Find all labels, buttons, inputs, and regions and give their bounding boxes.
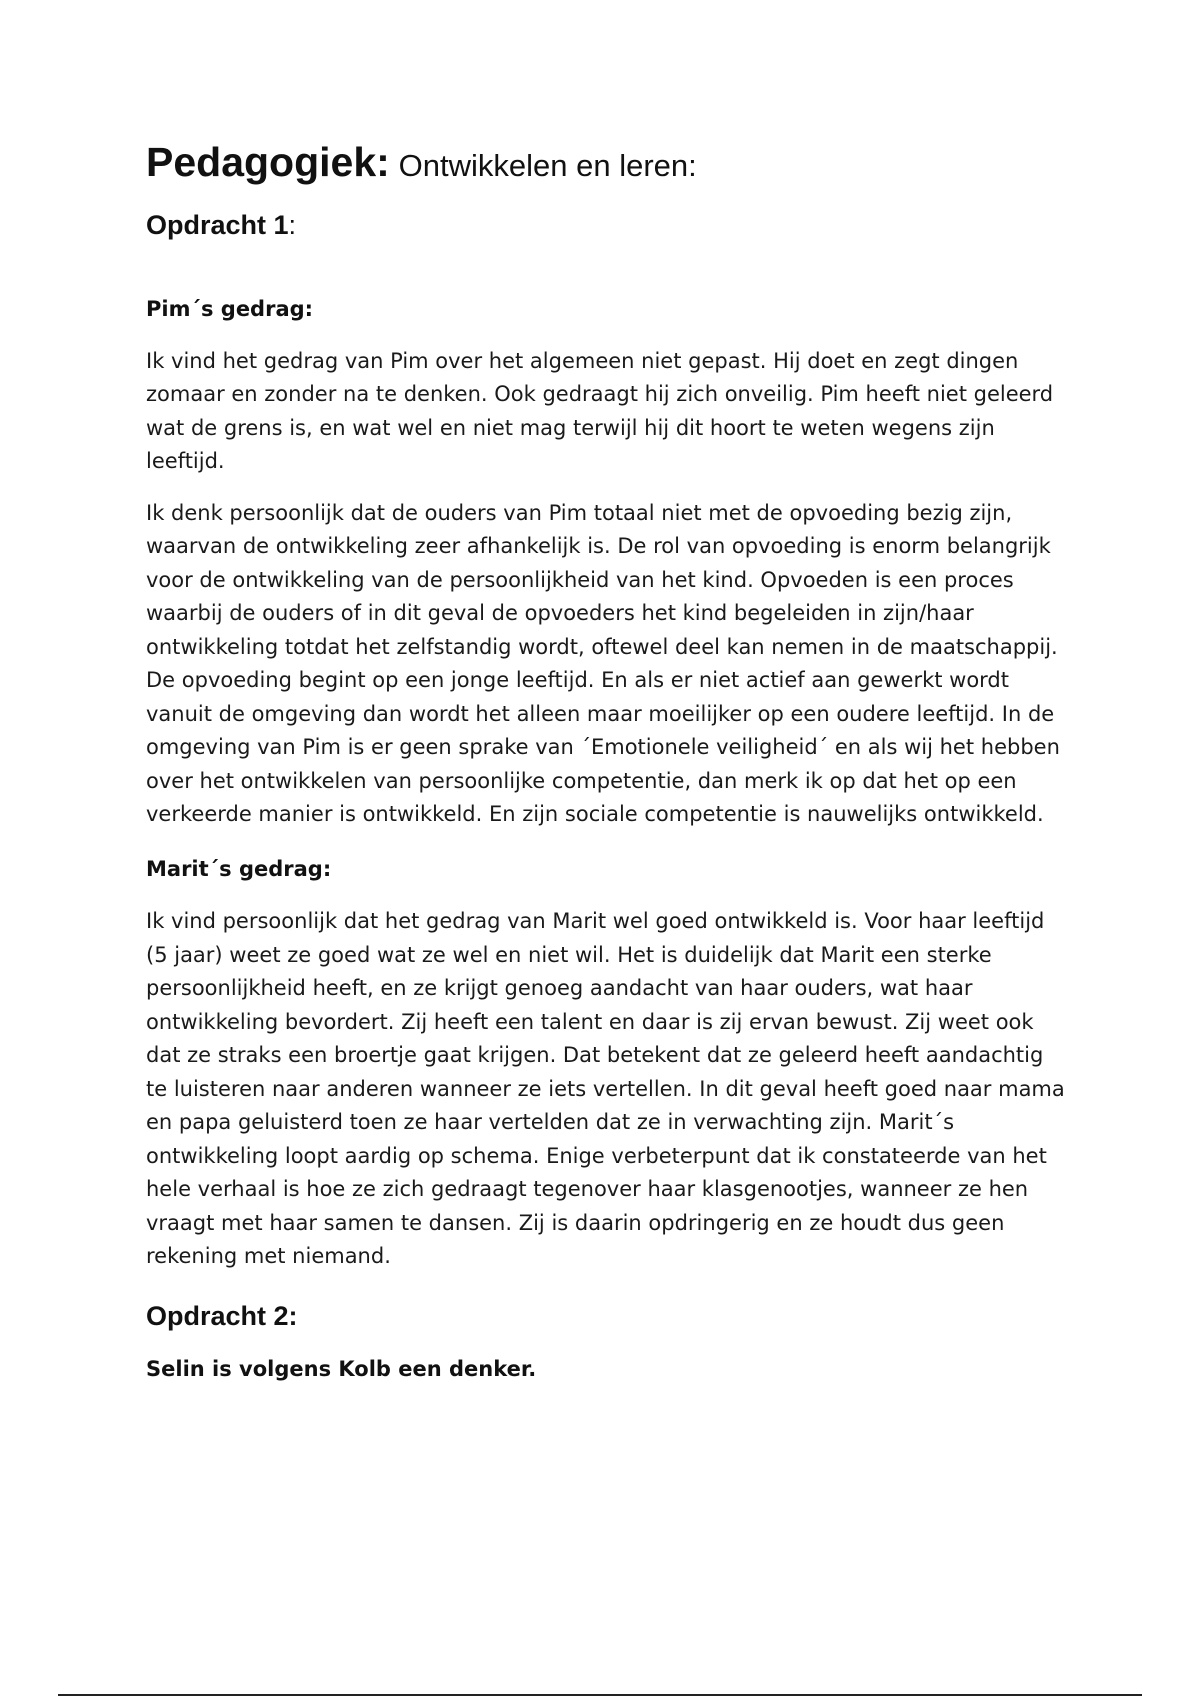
document-page bbox=[146, 138, 1066, 1383]
bottom-divider bbox=[58, 1694, 1142, 1696]
selin-kolb-statement: Selin is volgens Kolb een denker. bbox=[146, 1357, 537, 1382]
page-title bbox=[146, 138, 1066, 187]
opdracht-1-heading bbox=[146, 209, 1066, 241]
opdracht-2-heading: Opdracht 2: bbox=[146, 1300, 298, 1331]
title-subtitle: Ontwikkelen en leren: bbox=[398, 148, 697, 183]
marit-paragraph: Ik vind persoonlijk dat het gedrag van Marit wel goed ontwikkeld is. Voor haar leeftijd (5 jaar) weet ze goed wat ze wel en niet wil. Het is duidelijk dat Marit een sterke persoonlijkheid heeft, en ze krijgt genoeg aandacht van haar ouders, wat haar ontwikkeling bevordert. Zij heeft een talent en daar is zij ervan bewust. Zij weet ook dat ze straks een broertje gaat krijgen. Dat betekent dat ze geleerd heeft aandachtig te luisteren naar anderen wanneer ze iets vertellen. In dit geval heeft goed naar mama en papa geluisterd toen ze haar vertelden dat ze in verwachting zijn. Marit´s ontwikkeling loopt aardig op schema. Enige verbeterpunt dat ik constateerde van het hele verhaal is hoe ze zich gedraagt tegenover haar klasgenootjes, wanneer ze hen vraagt met haar samen te dansen. Zij is daarin opdringerig en ze houdt dus geen rekening met niemand. bbox=[146, 909, 1065, 1269]
pim-heading: Pim´s gedrag: bbox=[146, 296, 314, 321]
opdracht-1-label: Opdracht 1 bbox=[146, 210, 289, 241]
title-bold: Pedagogiek: bbox=[146, 139, 390, 185]
pim-paragraph-2: Ik denk persoonlijk dat de ouders van Pim totaal niet met de opvoeding bezig zijn, waarvan de ontwikkeling zeer afhankelijk is. De rol van opvoeding is enorm belangrijk voor de ontwikkeling van de persoonlijkheid van het kind. Opvoeden is een proces waarbij de ouders of in dit geval de opvoeders het kind begeleiden in zijn/haar ontwikkeling totdat het zelfstandig wordt, oftewel deel kan nemen in de maatschappij. De opvoeding begint op een jonge leeftijd. En als er niet actief aan gewerkt wordt vanuit de omgeving dan wordt het alleen maar moeilijker op een oudere leeftijd. In de omgeving van Pim is er geen sprake van ´Emotionele veiligheid´ en als wij het hebben over het ontwikkelen van persoonlijke competentie, dan merk ik op dat het op een verkeerde manier is ontwikkeld. En zijn sociale competentie is nauwelijks ontwikkeld. bbox=[146, 500, 1060, 827]
marit-heading: Marit´s gedrag: bbox=[146, 856, 332, 881]
pim-paragraph-1: Ik vind het gedrag van Pim over het algemeen niet gepast. Hij doet en zegt dingen zomaar en zonder na te denken. Ook gedraagt hij zich onveilig. Pim heeft niet geleerd wat de grens is, en wat wel en niet mag terwijl hij dit hoort te weten wegens zijn leeftijd. bbox=[146, 348, 1054, 474]
opdracht-1-colon: : bbox=[288, 210, 297, 241]
